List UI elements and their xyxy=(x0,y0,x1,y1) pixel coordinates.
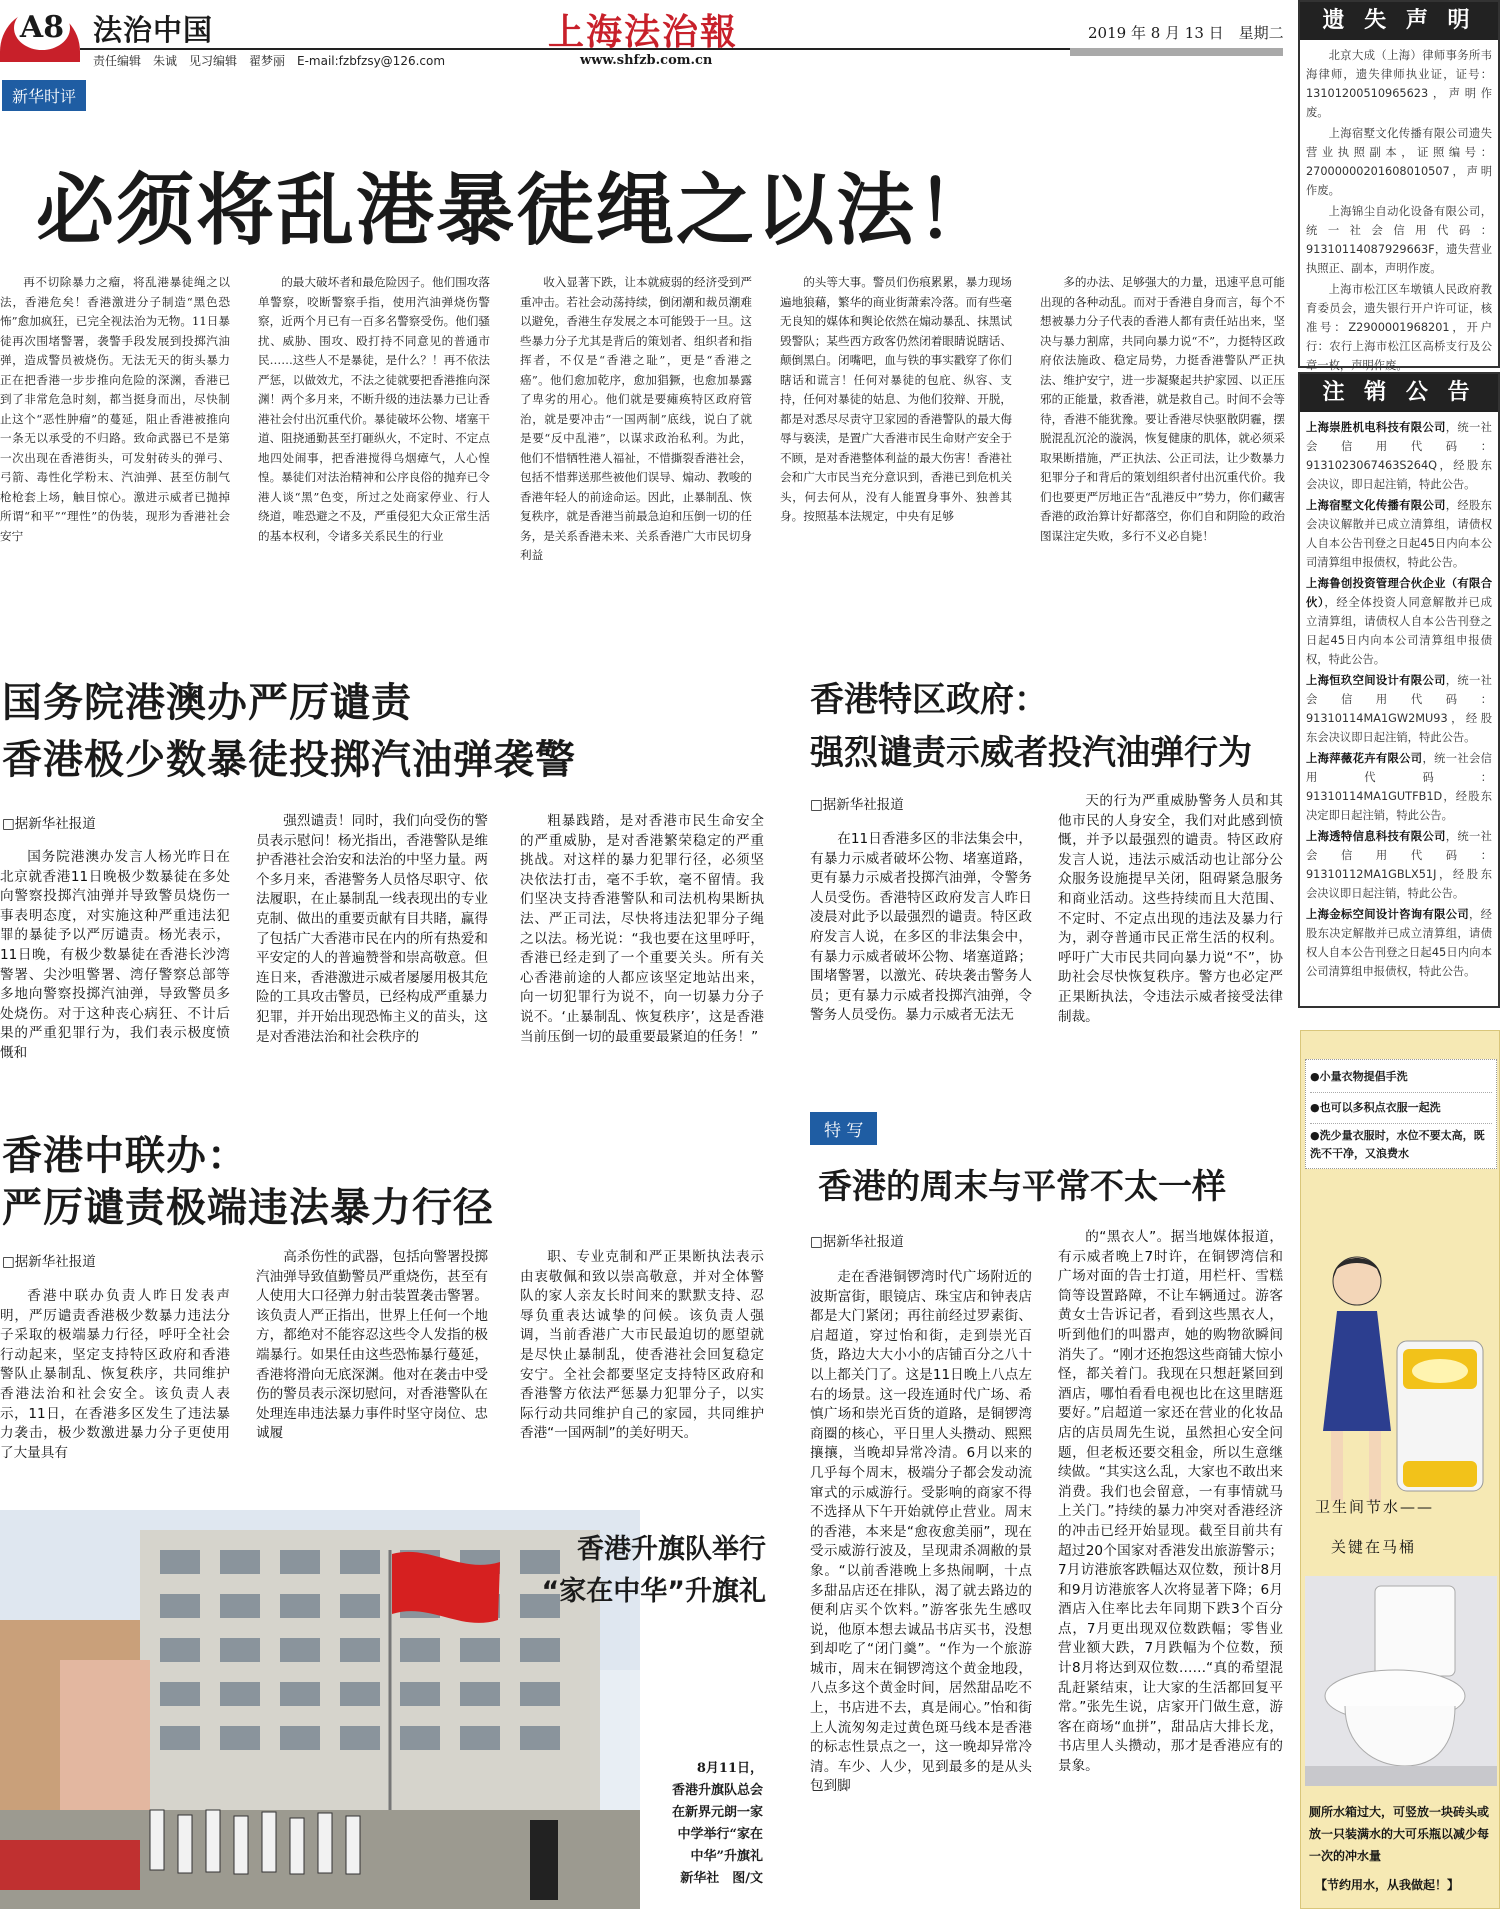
page-number: A8 xyxy=(14,6,70,50)
section-title: 法治中国 xyxy=(93,13,214,47)
lost-notice-box xyxy=(1298,0,1500,372)
lead-tag: 新华时评 xyxy=(2,80,86,111)
page-badge xyxy=(0,0,92,58)
story2-column-2: 天的行为严重威胁警务人员和其他市民的人身安全，我们对此感到愤慨，并予以最强烈的谴责。特区政府发言人说，违法示威活动也让部分公众服务设施提早关闭，阻碍紧急服务和商业活动。这些持续而且大范围、不定时、不定点出现的违法及暴力行为，剥夺普通市民正常生活的权利。呼吁广大市民共同向暴力说“不”，协助社会尽快恢复秩序。警方也必定严正果断执法，令违法示威者接受法律制裁。 xyxy=(1058,793,1283,1025)
story3-headline-1: 香港中联办： xyxy=(2,1133,248,1179)
ad-handwriting-1: 卫生间节水—— xyxy=(1315,1498,1435,1516)
story1-headline-2: 香港极少数暴徒投掷汽油弹袭警 xyxy=(2,737,576,783)
ad-tips-list xyxy=(1305,1059,1497,1169)
story3-headline-2: 严厉谴责极端违法暴力行径 xyxy=(2,1185,494,1231)
feature-column-1: 走在香港铜锣湾时代广场附近的波斯富街，眼镜店、珠宝店和钟表店都是大门紧闭；再往前经过罗素街、启超道，穿过怡和街，走到崇光百货，路边大大小小的店铺百分之八十以上都关门了。这是11日晚上八点左右的场景。这一段连通时代广场、希慎广场和崇光百货的道路，是铜锣湾商圈的核心，平日里人头攒动、熙熙攘攘，当晚却异常冷清。6月以来的几乎每个周末，极端分子都会发动流窜式的示威游行。受影响的商家不得不选择从下午开始就停止营业。周末的香港，本来是“愈夜愈美丽”，现在受示威游行波及，呈现肃杀凋敝的景象。“以前香港晚上多热闹啊，十点多甜品店还在排队，渴了就去路边的便利店买个饮料。”游客张先生感叹说，他原本想去诚品书店买书，没想到却吃了“闭门羹”。“作为一个旅游城市，周末在铜锣湾这个黄金地段，八点多这个黄金时间，居然甜品吃不上，书店进不去，真是闹心。”怡和街上人流匆匆走过黄色斑马线本是香港的标志性景点之一，这一晚却异常冷清。车少、人少，见到最多的是从头包到脚 xyxy=(810,1269,1032,1795)
lead-headline: 必须将乱港暴徒绳之以法！ xyxy=(36,166,997,256)
cancel-notice-item: 上海透特信息科技有限公司，统一社会信用代码：91310112MA1GBLX51J，经股东会决议即日起注销，特此公告。 xyxy=(1306,830,1492,900)
ad-tip: ●小量衣物提倡手洗 xyxy=(1310,1062,1492,1093)
header-grey-bar xyxy=(1070,48,1283,56)
masthead-logo: 上海法治報 xyxy=(548,11,739,53)
ad-handwriting-2: 关键在马桶 xyxy=(1331,1538,1417,1556)
story1-column-2: 强烈谴责！同时，我们向受伤的警员表示慰问！杨光指出，香港警队是维护香港社会治安和法治的中坚力量。两个多月来，香港警务人员恪尽职守、依法履职，在止暴制乱一线表现出的专业克制、做出的重要贡献有目共睹，赢得了包括广大香港市民在内的所有热爱和平安定的人的普遍赞誉和崇高敬意。但连日来，香港激进示威者屡屡用极其危险的工具攻击警员，已经构成严重暴力犯罪，并开始出现恐怖主义的苗头，这是对香港法治和社会秩序的 xyxy=(256,813,488,1045)
cancel-notice-item: 上海宿墅文化传播有限公司，经股东会决议解散并已成立清算组，请债权人自本公告刊登之日起45日内向本公司清算组申报债权，特此公告。 xyxy=(1306,499,1492,569)
lost-notice-item: 上海市松江区车墩镇人民政府教育委员会，遗失银行开户许可证，核准号：Z2900001968201，开户行：农行上海市松江区高桥支行及公章一枚，声明作废。 xyxy=(1306,283,1492,372)
cancel-notice-item: 上海金标空间设计咨询有限公司，经股东决定解散并已成立清算组，请债权人自本公告刊登之日起45日内向本公司清算组申报债权，特此公告。 xyxy=(1306,908,1492,978)
cancel-notice-title: 注 销 公 告 xyxy=(1300,374,1498,412)
story2-headline-2: 强烈谴责示威者投汽油弹行为 xyxy=(810,733,1252,773)
cancel-notice-box xyxy=(1298,372,1500,1008)
story3-column-1: 香港中联办负责人昨日发表声明，严厉谴责香港极少数暴力违法分子采取的极端暴力行径，呼吁全社会行动起来，坚定支持特区政府和香港警队止暴制乱、恢复秩序，共同维护香港法治和社会安全。该负责人表示，11日，在香港多区发生了违法暴力袭击，极少数激进暴力分子更使用了大量具有 xyxy=(0,1288,230,1461)
story2-headline-1: 香港特区政府： xyxy=(810,680,1048,720)
ad-footnote: 厕所水箱过大，可竖放一块砖头或放一只装满水的大可乐瓶以减少每一次的冲水量 xyxy=(1309,1805,1490,1863)
cancel-notice-item: 上海萍薇花卉有限公司，统一社会信用代码：91310114MA1GUTFB1D，经股东决定即日起注销，特此公告。 xyxy=(1306,752,1492,822)
lead-column-3: 收入显著下跌，让本就疲弱的经济受到严重冲击。若社会动荡持续，倒闭潮和裁员潮难以避免，香港生存发展之本可能毁于一旦。这些暴力分子尤其是背后的策划者、组织者和指挥者，不仅是“香港之耻”，更是“香港之癌”。他们愈加乾序，愈加猖獗，也愈加暴露了卑劣的用心。他们就是要瘫痪特区政府管治，就是要冲击“一国两制”底线，说白了就是要“反中乱港”，以谋求政治私利。为此，他们不惜牺牲港人福祉，不惜撕裂香港社会，包括不惜葬送那些被他们误导、煽动、教唆的香港年轻人的前途命运。因此，止暴制乱、恢复秩序，就是香港当前最急迫和压倒一切的任务，是关系香港未来、关系香港广大市民切身利益 xyxy=(520,275,752,562)
lost-notice-title: 遗 失 声 明 xyxy=(1300,2,1498,40)
lead-column-5: 多的办法、足够强大的力量，迅速平息可能出现的各种动乱。而对于香港自身而言，每个不想被暴力分子代表的香港人都有责任站出来，坚决与暴力割席，共同向暴力说“不”，力挺特区政府依法施政、稳定局势，力挺香港警队严正执法、维护安宁，进一步凝聚起共护家园、以正压邪的正能量，救香港，就是救自己。时间不会等待，香港不能犹豫。要让香港尽快驱散阴霾，摆脱混乱沉沦的漩涡，恢复健康的肌体，就必须采取果断措施，严正执法、公正司法，让少数暴力犯罪分子和背后的策划组织者付出沉重代价。我们也要更严厉地正告“乱港反中”势力，你们藏害香港的政治算计好都落空，你们自和阴险的政治图谋注定失败，多行不义必自毙！ xyxy=(1040,275,1285,543)
lead-column-1: 再不切除暴力之瘤，将乱港暴徒绳之以法，香港危矣！香港激进分子制造“黑色恐怖”愈加疯狂，已完全视法治为无物。11日暴徒再次围堵警署，袭警手段发展到投掷汽油弹，造成警员被烧伤。无法无天的街头暴力正在把香港一步步推向危险的深渊，香港已到了非常危急时刻，都当挺身而出，尽快制止这个“恶性肿瘤”的蔓延，阻止香港被推向一条无以承受的不归路。致命武器已不是第一次出现在香港街头，可发射砖头的弹弓、弓箭、毒性化学粉末、汽油弹、甚至仿制气枪枪套上场，触目惊心。激进示威者已抛掉所谓“和平”“理性”的伪装，现形为香港社会安宁 xyxy=(0,275,230,543)
feature-headline: 香港的周末与平常不太一样 xyxy=(818,1167,1226,1207)
feature-byline: □据新华社报道 xyxy=(810,1234,904,1250)
masthead-url[interactable]: www.shfzb.com.cn xyxy=(580,53,713,68)
photo-caption: 8月11日， 香港升旗队总会 在新界元朗一家 中学举行“家在 中华”升旗礼 新华社 图/文 xyxy=(671,1761,763,1886)
story1-headline-1: 国务院港澳办严厉谴责 xyxy=(2,680,412,726)
photo-title-2: “家在中华”升旗礼 xyxy=(541,1576,766,1607)
cancel-notice-body xyxy=(1300,412,1498,989)
water-saving-ad xyxy=(1300,1030,1500,1909)
cancel-notice-item: 上海崇胜机电科技有限公司，统一社会信用代码：9131023067463S264Q，经股东会决议，即日起注销，特此公告。 xyxy=(1306,421,1492,491)
story2-column-1: 在11日香港多区的非法集会中，有暴力示威者破坏公物、堵塞道路，更有暴力示威者投掷汽油弹，令警务人员受伤。香港特区政府发言人昨日凌晨对此予以最强烈的谴责。特区政府发言人说，在多区的非法集会中，有暴力示威者破坏公物、堵塞道路；围堵警署，以激光、砖块袭击警务人员；更有暴力示威者投掷汽油弹，令警务人员受伤。暴力示威者无法无 xyxy=(810,831,1032,1024)
editors-line: 责任编辑 朱诚 见习编辑 翟梦丽 E-mail:fzbfzsy@126.com xyxy=(93,54,446,68)
story3-column-2: 高杀伤性的武器，包括向警署投掷汽油弹导致值勤警员严重烧伤，甚至有人使用大口径弹力射击装置袭击警署。该负责人严正指出，世界上任何一个地方，都绝对不能容忍这些令人发指的极端暴行。如果任由这些恐怖暴行蔓延，香港将滑向无底深渊。他对在袭击中受伤的警员表示深切慰问，对香港警队在处理连串违法暴力事件时坚守岗位、忠诚履 xyxy=(256,1249,488,1442)
story1-column-3: 粗暴践踏，是对香港市民生命安全的严重威胁，是对香港繁荣稳定的严重挑战。对这样的暴力犯罪行径，必须坚决依法打击，毫不手软，毫不留情。我们坚决支持香港警队和司法机构果断执法、严正司法，尽快将违法犯罪分子绳之以法。杨光说：“我也要在这里呼吁，香港已经走到了一个重要关头。所有关心香港前途的人都应该坚定地站出来，向一切犯罪行为说不，向一切暴力分子说不。‘止暴制乱、恢复秩序’，这是香港当前压倒一切的最重要最紧迫的任务！” xyxy=(520,813,764,1045)
cancel-notice-item: 上海鲁创投资管理合伙企业（有限合伙），经全体投资人同意解散并已成立清算组，请债权人自本公告刊登之日起45日内向本公司清算组申报债权，特此公告。 xyxy=(1306,577,1492,666)
story3-column-3: 职、专业克制和严正果断执法表示由衷敬佩和致以崇高敬意，并对全体警队的家人亲友长时间来的默默支持、忍辱负重表达诚挚的问候。该负责人强调，当前香港广大市民最迫切的愿望就是尽快止暴制乱，使香港社会回复稳定安宁。全社会都要坚定支持特区政府和香港警方依法严惩暴力犯罪分子，以实际行动共同维护自己的家园，共同维护香港“一国两制”的美好明天。 xyxy=(520,1249,764,1442)
lost-notice-item: 上海宿墅文化传播有限公司遗失营业执照副本，证照编号：27000000201608010507，声明作废。 xyxy=(1306,127,1492,197)
feature-column-2: 的“黑衣人”。据当地媒体报道，有示威者晚上7时许，在铜锣湾信和广场对面的告士打道，用栏杆、雪糕筒等设置路障，不让车辆通过。游客黄女士告诉记者，看到这些黑衣人，听到他们的叫嚣声，她的购物欲瞬间消失了。“刚才还抱怨这些商铺大惊小怪，都关着门。我现在只想赶紧回到酒店，哪怕看看电视也比在这里瞎逛要好。”启超道一家还在营业的化妆品店的店员周先生说，虽然担心安全问题，但老板还要交租金，所以生意继续做。“其实这么乱，大家也不敢出来消费。我们也会留意，一有事情就马上关门。”持续的暴力冲突对香港经济的冲击已经开始显现。截至目前共有超过20个国家对香港发出旅游警示；7月访港旅客跌幅达双位数，预计8月和9月访港旅客人次将显著下降；6月酒店入住率比去年同期下跌3个百分点，7月更出现双位数跌幅；零售业营业额大跌，7月跌幅为个位数，预计8月将达到双位数……“真的希望混乱赶紧结束，让大家的生活都回复平常。”张先生说，店家开门做生意，游客在商场“血拼”，甜品店大排长龙，书店里人头攒动，那才是香港应有的景象。 xyxy=(1058,1229,1283,1775)
story3-byline: □据新华社报道 xyxy=(2,1254,96,1270)
ad-illustration-toilet xyxy=(1305,1576,1497,1786)
lost-notice-item: 北京大成（上海）律师事务所韦海律师，遗失律师执业证，证号：13101200510965623，声明作废。 xyxy=(1306,49,1492,119)
lost-notice-item: 上海锦尘自动化设备有限公司，统一社会信用代码：91310114087929663F，遗失营业执照正、副本，声明作废。 xyxy=(1306,205,1492,275)
lead-column-4: 的头等大事。警员们伤痕累累，暴力现场遍地狼藉，繁华的商业街萧索冷落。而有些毫无良知的媒体和舆论依然在煽动暴乱、抹黑试毁警队；某些西方政客仍然闭着眼睛说瞎话、颠倒黑白。闭嘴吧，血与铁的事实戳穿了你们瞎话和谎言！任何对暴徒的包庇、纵容、支持，任何对暴徒的姑息、为他们狡辩、开脱，都是对悉尽尽责守卫家园的香港警队的最大侮辱与亵渎，是置广大香港市民生命财产安全于不顾，是对香港整体利益的最大伤害！香港社会和广大市民当充分意识到，香港已到危机关头，何去何从，没有人能置身事外、独善其身。按照基本法规定，中央有足够 xyxy=(780,275,1012,523)
ad-illustration-woman xyxy=(1307,1221,1495,1521)
ad-tip: ●也可以多积点衣服一起洗 xyxy=(1310,1093,1492,1124)
ad-tip: ●洗少量衣服时，水位不要太高，既洗不干净，又浪费水 xyxy=(1310,1129,1485,1160)
issue-date: 2019 年 8 月 13 日 星期二 xyxy=(1088,24,1284,42)
lead-column-2: 的最大破坏者和最危险因子。他们围攻落单警察，咬断警察手指，使用汽油弹烧伤警察，近两个月已有一百多名警察受伤。他们骚扰、威胁、围攻、殴打持不同意见的普通市民……这些人不是暴徒，是什么？！再不依法严惩，以做效尤，不法之徒就要把香港推向深渊！两个多月来，不断升级的违法暴力已让香港社会付出沉重代价。暴徒破坏公物、堵塞干道、阻挠通勤甚至打砸纵火，不定时、不定点地四处闹事，把香港搅得乌烟瘴气，人心惶惶。暴徒们对法治精神和公序良俗的抛弃已令港人谈“黑”色变，所过之处商家停业、行人绕道，唯恐避之不及，严重侵犯大众正常生活的基本权利，令诸多关系民生的行业 xyxy=(258,275,490,543)
story1-byline: □据新华社报道 xyxy=(2,816,96,832)
photo-title-1: 香港升旗队举行 xyxy=(577,1534,766,1565)
ad-slogan: 【节约用水，从我做起！】 xyxy=(1315,1878,1460,1892)
cancel-notice-item: 上海恒玖空间设计有限公司，统一社会信用代码：91310114MA1GW2MU93，经股东会决议即日起注销，特此公告。 xyxy=(1306,674,1492,744)
lost-notice-body xyxy=(1300,40,1498,383)
story2-byline: □据新华社报道 xyxy=(810,797,904,813)
story1-column-1: 国务院港澳办发言人杨光昨日在北京就香港11日晚极少数暴徒在多处向警察投掷汽油弹并导致警员烧伤一事表明态度，对实施这种严重违法犯罪的暴徒予以严厉谴责。杨光表示，11日晚，有极少数暴徒在香港长沙湾警署、尖沙咀警署、湾仔警察总部等多地向警察投掷汽油弹，导致警员多处烧伤。对于这种丧心病狂、不计后果的严重犯罪行为，我们表示极度愤慨和 xyxy=(0,849,230,1061)
feature-tag: 特 写 xyxy=(810,1112,877,1145)
